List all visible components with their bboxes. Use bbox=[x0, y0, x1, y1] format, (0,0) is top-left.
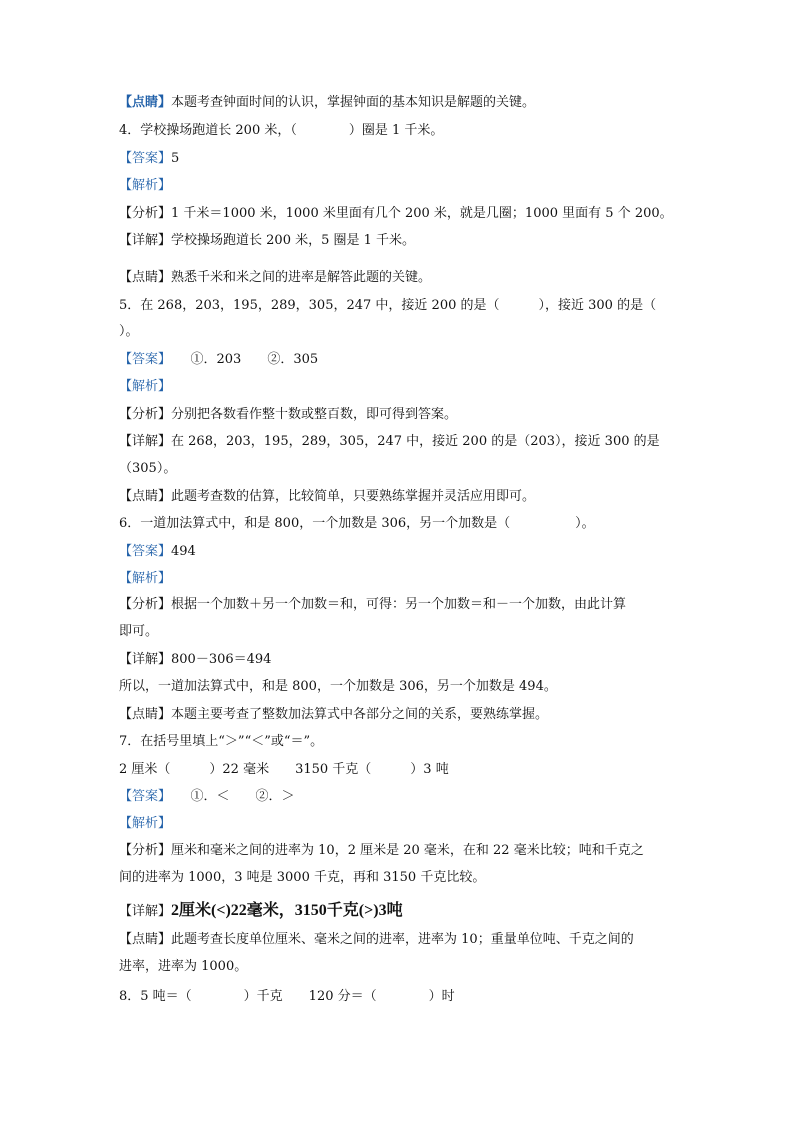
detail-5-line-1 bbox=[119, 433, 660, 451]
fenxi-4-line bbox=[119, 205, 673, 223]
fenxi-7-line-2: 间的进率为 1000，3 吨是 3000 千克，再和 3150 千克比较。 bbox=[119, 870, 486, 885]
answer-tag: 【答案】 bbox=[119, 352, 165, 367]
fenxi-tag: 【分析】 bbox=[119, 407, 172, 422]
detail-tag: 【详解】 bbox=[119, 233, 172, 248]
analysis-4-line bbox=[119, 177, 171, 195]
question-5-line-1: 5．在 268，203，195，289，305，247 中，接近 200 的是（ ），接近 300 的是（ bbox=[119, 298, 657, 313]
question-5-line-2: ）。 bbox=[119, 324, 139, 339]
dianjing-tag: 【点睛】 bbox=[119, 932, 172, 947]
detail-tag: 【详解】 bbox=[119, 434, 172, 449]
dianjing-7-line-2: 进率，进率为 1000。 bbox=[119, 959, 248, 974]
detail-4-line bbox=[119, 232, 415, 250]
dianjing-4-line bbox=[119, 269, 431, 287]
detail-tag: 【详解】 bbox=[119, 904, 172, 919]
detail-5-line-2: （305）。 bbox=[119, 461, 177, 476]
fenxi-5-line bbox=[119, 406, 457, 424]
answer-tag: 【答案】 bbox=[119, 151, 172, 166]
dianjing-5-line bbox=[119, 488, 535, 506]
question-7-items: 2 厘米（ ）22 毫米 3150 千克（ ）3 吨 bbox=[119, 762, 449, 777]
fenxi-tag: 【分析】 bbox=[119, 597, 172, 612]
dianjing-line-3 bbox=[119, 94, 535, 112]
fenxi-6-line-2: 即可。 bbox=[119, 624, 159, 639]
analysis-5-line bbox=[119, 378, 171, 396]
detail-text: 学校操场跑道长 200 米，5 圈是 1 千米。 bbox=[171, 233, 416, 248]
answer-7-line bbox=[119, 788, 295, 806]
dianjing-tag: 【点睛】 bbox=[119, 707, 172, 722]
fenxi-text: 厘米和毫米之间的进率为 10，2 厘米是 20 毫米，在和 22 毫米比较；吨和千克之 bbox=[171, 843, 644, 858]
dianjing-text: 本题考查钟面时间的认识，掌握钟面的基本知识是解题的关键。 bbox=[171, 95, 536, 110]
detail-6-line bbox=[119, 651, 271, 669]
dianjing-text: 熟悉千米和米之间的进率是解答此题的关键。 bbox=[171, 270, 432, 285]
analysis-tag: 【解析】 bbox=[119, 379, 172, 394]
dianjing-text: 本题主要考查了整数加法算式中各部分之间的关系，要熟练掌握。 bbox=[171, 707, 549, 722]
answer-6-line bbox=[119, 543, 196, 561]
dianjing-6-line bbox=[119, 706, 548, 724]
fenxi-tag: 【分析】 bbox=[119, 843, 172, 858]
analysis-tag: 【解析】 bbox=[119, 571, 172, 586]
answer-5-line bbox=[119, 351, 318, 369]
dianjing-text: 此题考查数的估算，比较简单，只要熟练掌握并灵活应用即可。 bbox=[171, 489, 536, 504]
answer-text: 494 bbox=[171, 544, 196, 559]
detail-text: 在 268，203，195，289，305，247 中，接近 200 的是（203），接近 300 的是 bbox=[171, 434, 660, 449]
question-7: 7．在括号里填上“＞”“＜”或“＝”。 bbox=[119, 734, 324, 749]
analysis-tag: 【解析】 bbox=[119, 816, 172, 831]
question-4: 4．学校操场跑道长 200 米，（ ）圈是 1 千米。 bbox=[119, 123, 444, 138]
fenxi-6-line-1 bbox=[119, 596, 626, 614]
answer-4-line bbox=[119, 150, 179, 168]
analysis-tag: 【解析】 bbox=[119, 178, 172, 193]
fenxi-tag: 【分析】 bbox=[119, 206, 172, 221]
question-8: 8．5 吨＝（ ）千克 120 分＝（ ）时 bbox=[119, 989, 455, 1004]
fenxi-text: 分别把各数看作整十数或整百数，即可得到答案。 bbox=[171, 407, 458, 422]
analysis-6-line bbox=[119, 570, 171, 588]
answer-text: ①．＜ ②．＞ bbox=[164, 789, 295, 804]
dianjing-tag: 【点睛】 bbox=[119, 489, 172, 504]
question-6: 6．一道加法算式中，和是 800，一个加数是 306，另一个加数是（ ）。 bbox=[119, 516, 595, 531]
detail-text: 2厘米(<)22毫米，3150千克(>)3吨 bbox=[171, 902, 403, 919]
fenxi-text: 1 千米＝1000 米，1000 米里面有几个 200 米，就是几圈；1000 里面有 5 个 200。 bbox=[171, 206, 673, 221]
fenxi-7-line-1 bbox=[119, 842, 644, 860]
answer-tag: 【答案】 bbox=[119, 544, 172, 559]
summary-6-line: 所以，一道加法算式中，和是 800，一个加数是 306，另一个加数是 494。 bbox=[119, 679, 557, 694]
answer-tag: 【答案】 bbox=[119, 789, 165, 804]
answer-text: ①．203 ②．305 bbox=[164, 352, 319, 367]
dianjing-text: 此题考查长度单位厘米、毫米之间的进率，进率为 10；重量单位吨、千克之间的 bbox=[171, 932, 634, 947]
detail-text: 800－306＝494 bbox=[171, 652, 272, 667]
fenxi-text: 根据一个加数＋另一个加数＝和，可得：另一个加数＝和－一个加数，由此计算 bbox=[171, 597, 627, 612]
analysis-7-line bbox=[119, 815, 171, 833]
dianjing-7-line-1 bbox=[119, 931, 634, 949]
answer-text: 5 bbox=[171, 151, 180, 166]
dianjing-tag: 【点睛】 bbox=[119, 95, 172, 110]
dianjing-tag: 【点睛】 bbox=[119, 270, 172, 285]
detail-tag: 【详解】 bbox=[119, 652, 172, 667]
detail-7-line bbox=[119, 902, 403, 921]
